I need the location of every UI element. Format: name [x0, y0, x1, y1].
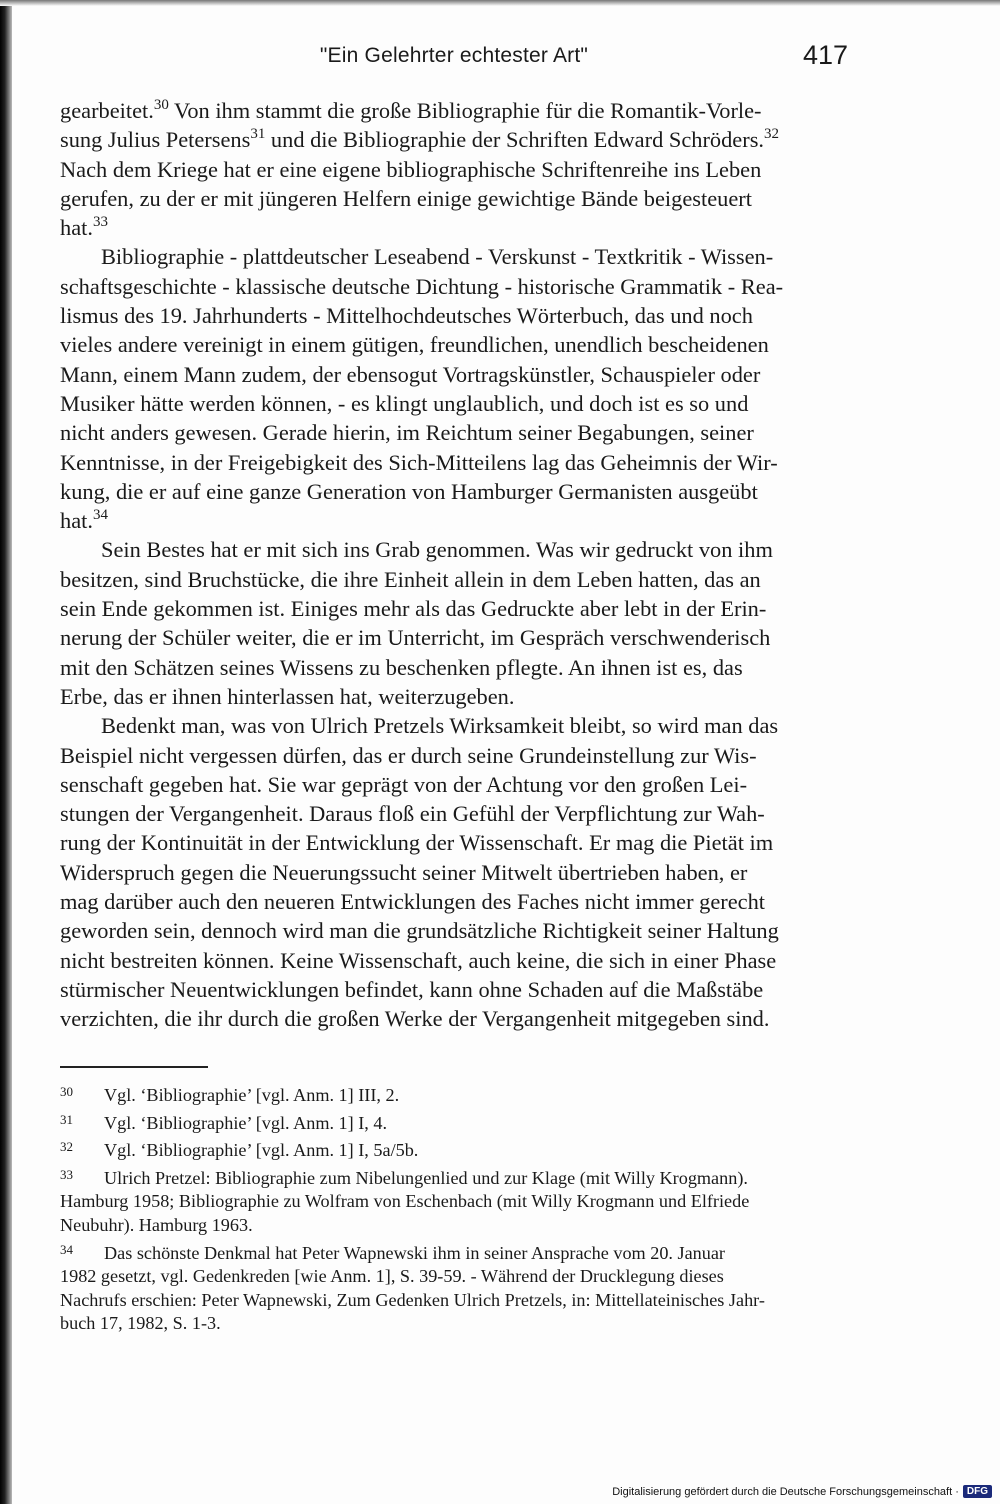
footnote-number: 32 [60, 1139, 73, 1155]
running-title: "Ein Gelehrter echtester Art" [319, 44, 589, 67]
page-header [60, 40, 848, 80]
footnote-number: 31 [60, 1111, 73, 1127]
footnote-text: Vgl. ‘Bibliographie’ [vgl. Anm. 1] III, 2. [104, 1085, 400, 1105]
text-line: Bibliographie - plattdeutscher Leseabend - Verskunst - Textkritik - Wissen- [101, 244, 774, 270]
scan-left-edge [0, 0, 12, 1504]
paragraph-2 [60, 242, 848, 535]
text-line: stungen der Vergangenheit. Daraus floß ein Gefühl der Verpflichtung zur Wah- [60, 801, 765, 827]
footnote-text: Ulrich Pretzel: Bibliographie zum Nibelungenlied und zur Klage (mit Willy Krogmann). [104, 1167, 748, 1188]
text-line: kung, die er auf eine ganze Generation von Hamburger Germanisten ausgeübt [60, 478, 758, 504]
text-line: geworden sein, dennoch wird man die grundsätzliche Richtigkeit seiner Haltung [60, 918, 779, 944]
text-line: stürmischer Neuentwicklungen befindet, kann ohne Schaden auf die Maßstäbe [60, 976, 764, 1002]
text-line [60, 96, 848, 125]
text-line: nerung der Schüler weiter, die er im Unterricht, im Gespräch verschwenderisch [60, 625, 771, 651]
text-line: Beispiel nicht vergessen dürfen, das er durch seine Grundeinstellung zur Wis- [60, 742, 757, 768]
paragraph-1 [60, 96, 848, 242]
text-line: Bedenkt man, was von Ulrich Pretzels Wirksamkeit bleibt, so wird man das [101, 713, 779, 739]
paragraph-3 [60, 535, 848, 711]
footnote-number: 33 [60, 1166, 73, 1182]
footnote-text: Vgl. ‘Bibliographie’ [vgl. Anm. 1] I, 4. [104, 1112, 388, 1133]
footnote-line: 1982 gesetzt, vgl. Gedenkreden [wie Anm. 1], S. 39-59. - Während der Drucklegung dieses [60, 1266, 724, 1287]
text-line: sein Ende gekommen ist. Einiges mehr als das Gedruckte aber lebt in der Erin- [60, 596, 767, 622]
footnote-ref: 30 [153, 96, 169, 113]
text-line: gerufen, zu der er mit jüngeren Helfern einige gewichtige Bände beigesteuert [60, 185, 752, 211]
footnote-line [60, 1163, 848, 1191]
text-line: mit den Schätzen seines Wissens zu beschenken pflegte. An ihnen ist es, das [60, 654, 743, 680]
text-segment: hat. [60, 508, 93, 534]
footnote-line: Neubuhr). Hamburg 1963. [60, 1214, 253, 1235]
text-line: nicht anders gewesen. Gerade hierin, im Reichtum seiner Begabungen, seiner [60, 420, 754, 446]
footnote-ref: 33 [92, 213, 108, 230]
text-line: Nach dem Kriege hat er eine eigene bibliographische Schriftenreihe ins Leben [60, 156, 762, 182]
text-segment: sung Julius Petersens [60, 127, 251, 153]
footnote-line [60, 1238, 848, 1266]
footnote-number: 30 [60, 1084, 73, 1099]
text-line: mag darüber auch den neueren Entwicklungen des Faches nicht immer gerecht [60, 889, 766, 915]
footnote-32 [60, 1135, 848, 1163]
footnote-line: buch 17, 1982, S. 1-3. [60, 1313, 221, 1334]
text-segment: Von ihm stammt die große Bibliographie für die Romantik-Vorle- [168, 98, 762, 123]
text-line: Sein Bestes hat er mit sich ins Grab genommen. Was wir gedruckt von ihm [101, 537, 773, 563]
footnote-ref: 32 [764, 125, 780, 142]
paragraph-4 [60, 711, 848, 1033]
text-segment: und die Bibliographie der Schriften Edward Schröders. [265, 127, 765, 153]
text-line: Mann, einem Mann zudem, der ebensogut Vortragskünstler, Schauspieler oder [60, 361, 761, 387]
text-line: Widerspruch gegen die Neuerungssucht seiner Mitwelt übertrieben haben, er [60, 859, 748, 885]
footnote-line: Nachrufs erschien: Peter Wapnewski, Zum Gedenken Ulrich Pretzels, in: Mittellateinisches Jahr- [60, 1289, 765, 1310]
text-line [60, 125, 848, 154]
text-segment: hat. [60, 215, 93, 241]
text-line: nicht bestreiten können. Keine Wissenschaft, auch keine, die sich in einer Phase [60, 947, 777, 973]
text-line: Kenntnisse, in der Freigebigkeit des Sich-Mitteilens lag das Geheimnis der Wir- [60, 449, 778, 475]
text-line: vieles andere vereinigt in einem gütigen, freundlichen, unendlich bescheidenen [60, 332, 769, 358]
body-text [60, 96, 848, 1034]
text-line: Musiker hätte werden können, - es klingt unglaublich, und doch ist es so und [60, 390, 749, 416]
page-number: 417 [802, 40, 848, 70]
footnotes [60, 1080, 848, 1336]
text-line: lismus des 19. Jahrhunderts - Mittelhochdeutsches Wörterbuch, das und noch [60, 303, 753, 329]
footnote-34 [60, 1238, 848, 1336]
footnote-33 [60, 1163, 848, 1238]
text-line: Erbe, das er ihnen hinterlassen hat, weiterzugeben. [60, 683, 515, 709]
funding-footer [612, 1485, 992, 1498]
footnote-text: Vgl. ‘Bibliographie’ [vgl. Anm. 1] I, 5a/5b. [104, 1140, 419, 1161]
footnote-text: Das schönste Denkmal hat Peter Wapnewski ihm in seiner Ansprache vom 20. Januar [104, 1242, 725, 1263]
funding-text: Digitalisierung gefördert durch die Deutsche Forschungsgemeinschaft · [612, 1485, 959, 1498]
footnote-divider [60, 1066, 208, 1068]
footnote-30 [60, 1080, 848, 1108]
footnote-line: Hamburg 1958; Bibliographie zu Wolfram von Eschenbach (mit Willy Krogmann und Elfriede [60, 1191, 750, 1212]
footnote-number: 34 [60, 1241, 73, 1257]
footnote-ref: 34 [92, 506, 108, 523]
text-line: schaftsgeschichte - klassische deutsche Dichtung - historische Grammatik - Rea- [60, 273, 784, 299]
text-line [60, 213, 848, 242]
footnote-ref: 31 [250, 125, 266, 142]
footnote-31 [60, 1108, 848, 1136]
dfg-logo: DFG [963, 1485, 992, 1498]
text-line: rung der Kontinuität in der Entwicklung der Wissenschaft. Er mag die Pietät im [60, 830, 774, 856]
text-line [60, 506, 848, 535]
text-segment: gearbeitet. [60, 98, 154, 123]
scan-top-edge [0, 0, 1000, 6]
text-line: besitzen, sind Bruchstücke, die ihre Einheit allein in dem Leben hatten, das an [60, 566, 761, 592]
text-line: verzichten, die ihr durch die großen Werke der Vergangenheit mitgegeben sind. [60, 1006, 770, 1032]
text-line: senschaft gegeben hat. Sie war geprägt von der Achtung vor den großen Lei- [60, 771, 748, 797]
